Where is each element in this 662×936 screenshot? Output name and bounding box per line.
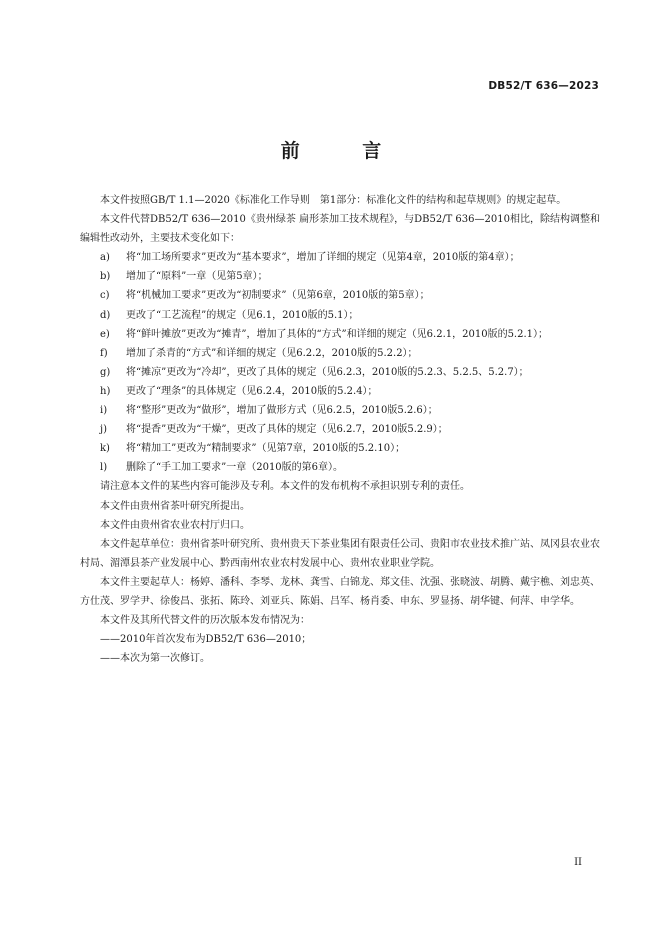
list-marker: f) xyxy=(100,347,108,359)
list-item xyxy=(80,286,600,305)
list-item xyxy=(80,458,600,477)
list-item xyxy=(80,267,600,286)
history-line: ——2010年首次发布为DB52/T 636—2010； xyxy=(100,634,312,646)
list-text: 将“加工场所要求”更改为“基本要求”，增加了详细的规定（见第4章，2010版的第4章）； xyxy=(126,252,520,264)
list-item xyxy=(80,363,600,382)
list-text: 更改了“理条”的具体规定（见6.2.4，2010版的5.2.4）； xyxy=(126,385,378,397)
list-text: 增加了“原料”一章（见第5章）； xyxy=(126,271,268,283)
list-text: 将“鲜叶摊放”更改为“摊青”，增加了具体的“方式”和详细的规定（见6.2.1，2010版的5.2.1）； xyxy=(126,328,549,340)
list-text: 将“精加工”更改为“精制要求”（见第7章，2010版的5.2.10）； xyxy=(126,443,406,455)
history-line: ——本次为第一次修订。 xyxy=(100,653,210,665)
list-item xyxy=(80,382,600,401)
list-item xyxy=(80,306,600,325)
paragraph: 本文件按照GB/T 1.1—2020《标准化工作导则 第1部分：标准化文件的结构和起草规则》的规定起草。 xyxy=(100,195,567,206)
list-item xyxy=(80,248,600,267)
paragraph: 本文件起草单位：贵州省茶叶研究所、贵州贵天下茶业集团有限责任公司、贵阳市农业技术推广站、凤冈县农业农村局、湄潭县茶产业发展中心、黔西南州农业农村发展中心、贵州农业职业学院。 xyxy=(80,538,600,569)
paragraph: 本文件代替DB52/T 636—2010《贵州绿茶 扁形茶加工技术规程》，与DB52/T 636—2010相比，除结构调整和编辑性改动外，主要技术变化如下： xyxy=(80,214,600,245)
list-marker: h) xyxy=(100,385,111,397)
list-text: 将“摊凉”更改为“冷却”，更改了具体的规定（见6.2.3，2010版的5.2.3、5.2.5、5.2.7）； xyxy=(126,366,529,378)
list-marker: b) xyxy=(100,271,111,283)
page-number: II xyxy=(574,857,582,868)
list-text: 将“整形”更改为“做形”，增加了做形方式（见6.2.5，2010版5.2.6）； xyxy=(126,405,438,417)
list-marker: j) xyxy=(100,424,108,436)
list-item xyxy=(80,325,600,344)
list-item xyxy=(80,401,600,420)
list-marker: d) xyxy=(100,309,111,321)
list-text: 将“提香”更改为“干燥”，更改了具体的规定（见6.2.7，2010版5.2.9）； xyxy=(126,424,448,436)
list-item xyxy=(80,344,600,363)
paragraph: 本文件及其所代替文件的历次版本发布情况为： xyxy=(100,615,310,627)
list-item xyxy=(80,439,600,458)
list-text: 删除了“手工加工要求”一章（2010版的第6章）。 xyxy=(126,462,344,474)
list-marker: c) xyxy=(100,290,110,302)
paragraph: 请注意本文件的某些内容可能涉及专利。本文件的发布机构不承担识别专利的责任。 xyxy=(100,481,470,493)
list-text: 将“机械加工要求”更改为“初制要求”（见第6章，2010版的第5章）； xyxy=(126,290,430,302)
paragraph: 本文件主要起草人：杨婷、潘科、李琴、龙林、龚雪、白锦龙、郑文佳、沈强、张晓波、胡腾、戴宇樵、刘忠英、方仕茂、罗学尹、徐俊昌、张拓、陈玲、刘亚兵、陈娟、吕军、杨肖委、申东、罗显扬、胡华键、何萍、申学华。 xyxy=(80,576,600,607)
list-marker: l) xyxy=(100,462,108,474)
list-marker: i) xyxy=(100,405,108,417)
paragraph: 本文件由贵州省农业农村厅归口。 xyxy=(100,519,250,531)
list-marker: e) xyxy=(100,328,110,340)
document-body xyxy=(80,191,600,668)
list-text: 增加了杀青的“方式”和详细的规定（见6.2.2，2010版的5.2.2）； xyxy=(126,347,418,359)
paragraph: 本文件由贵州省茶叶研究所提出。 xyxy=(100,500,250,512)
change-list xyxy=(80,248,600,477)
list-text: 更改了“工艺流程”的规定（见6.1，2010版的5.1）； xyxy=(126,309,359,321)
standard-code: DB52/T 636—2023 xyxy=(488,80,599,92)
list-marker: a) xyxy=(100,252,110,264)
list-marker: k) xyxy=(100,443,110,455)
list-marker: g) xyxy=(100,366,111,378)
page-title: 前 言 xyxy=(280,140,410,162)
list-item xyxy=(80,420,600,439)
